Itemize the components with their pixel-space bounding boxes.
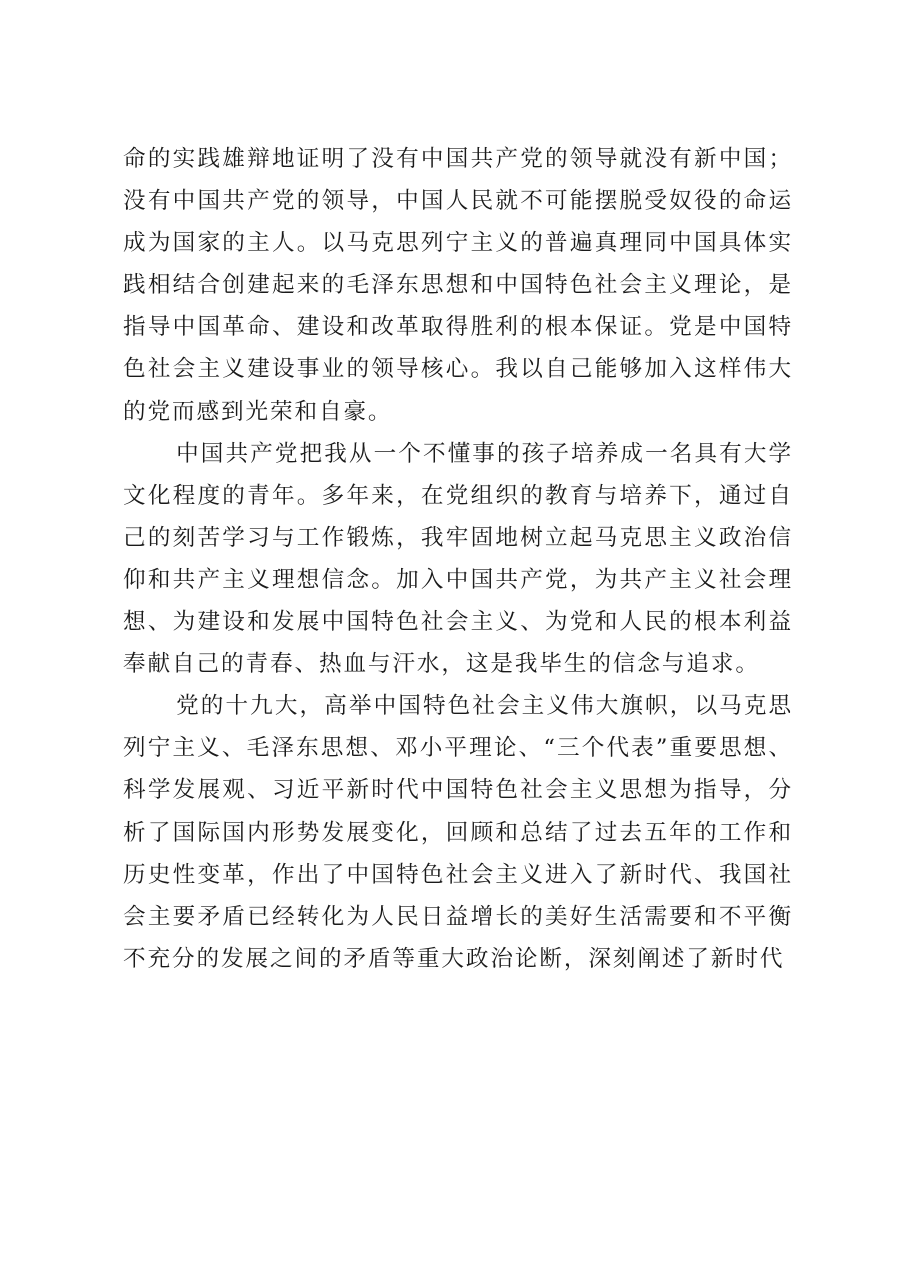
paragraph-1: 命的实践雄辩地证明了没有中国共产党的领导就没有新中国；没有中国共产党的领导，中国人民就不可能摆脱受奴役的命运成为国家的主人。以马克思列宁主义的普遍真理同中国具体实践相结合创建起来的毛泽东思想和中国特色社会主义理论，是指导中国革命、建设和改革取得胜利的根本保证。党是中国特色社会主义建设事业的领导核心。我以自己能够加入这样伟大的党而感到光荣和自豪。 [123, 146, 793, 425]
document-body [123, 138, 793, 980]
paragraph-3: 党的十九大，高举中国特色社会主义伟大旗帜，以马克思列宁主义、毛泽东思想、邓小平理论、“三个代表”重要思想、科学发展观、习近平新时代中国特色社会主义思想为指导，分析了国际国内形势发展变化，回顾和总结了过去五年的工作和历史性变革，作出了中国特色社会主义进入了新时代、我国社会主要矛盾已经转化为人民日益增长的美好生活需要和不平衡不充分的发展之间的矛盾等重大政治论断，深刻阐述了新时代 [123, 693, 793, 972]
paragraph-2: 中国共产党把我从一个不懂事的孩子培养成一名具有大学文化程度的青年。多年来，在党组织的教育与培养下，通过自己的刻苦学习与工作锻炼，我牢固地树立起马克思主义政治信仰和共产主义理想信念。加入中国共产党，为共产主义社会理想、为建设和发展中国特色社会主义、为党和人民的根本利益奉献自己的青春、热血与汗水，这是我毕生的信念与追求。 [123, 440, 793, 678]
